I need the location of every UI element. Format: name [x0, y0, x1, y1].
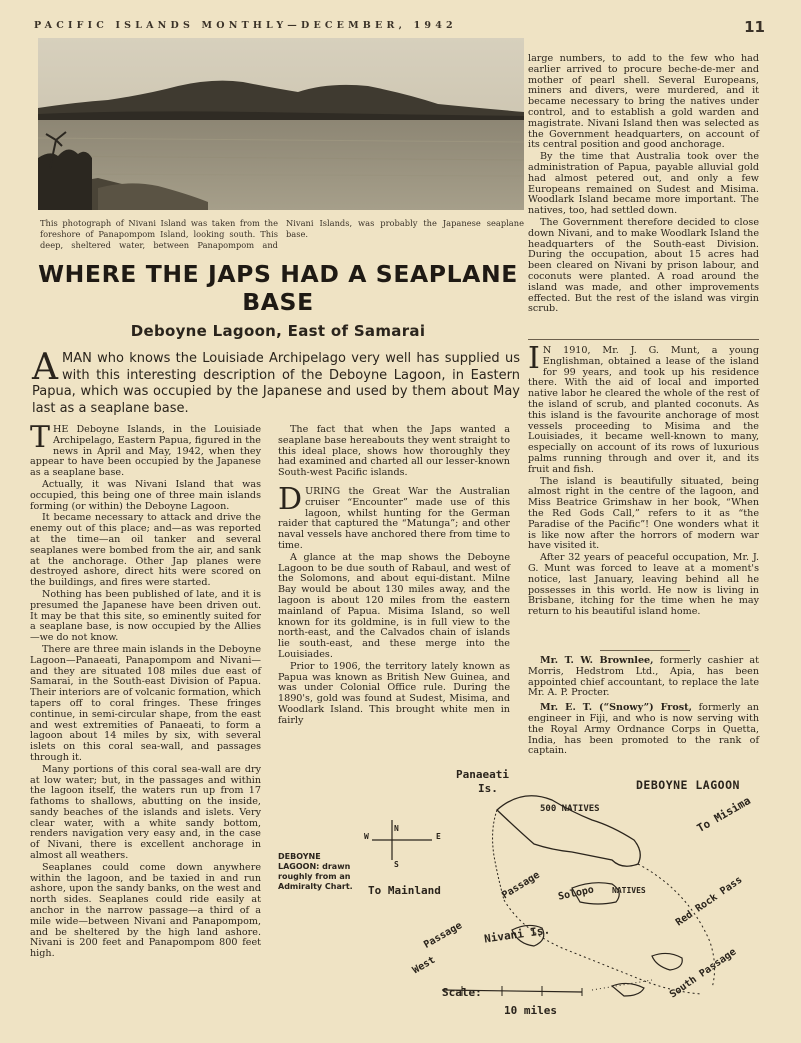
label-to-mainland: To Mainland: [368, 884, 441, 897]
label-passage-west: Passage: [422, 920, 465, 951]
photo-caption-block: [40, 218, 524, 251]
label-natives-south: NATIVES: [612, 886, 646, 895]
person-name: Mr. E. T. (“Snowy”) Frost,: [540, 702, 692, 714]
label-red-rock-pass: Red Rock Pass: [673, 874, 745, 929]
island-photograph: [38, 38, 524, 210]
label-nivani: Nivani Is.: [483, 923, 551, 946]
paragraph: Actually, it was Nivani Island that was occupied, this being one of three main islands forming (or within) the Deboyne Lagoon.: [30, 478, 261, 512]
news-note: [528, 656, 759, 699]
label-solopo: Solopo: [557, 884, 595, 903]
paragraph: The Government therefore decided to close down Nivani, and to make Woodlark Island the headquarters of the South-east Division. During the occupation, about 15 acres had been cleared on Nivani by prison labour, and coconuts were planted. A road around the island was made, and other improvements effected. But the rest of the island was virgin scrub.: [528, 216, 759, 315]
label-panaeati: Panaeati: [456, 768, 509, 781]
paragraph: There are three main islands in the Deboyne Lagoon—Panaeati, Panapompom and Nivani—and they are situated 108 miles due east of Samarai, in the South-east Division of Papua. Their interiors are of volcanic formation, which tapers off to coral fringes. These fringes continue, in semi-circular shape, from the east and west extremities of Panaeati, to form a lagoon about 14 miles by six, with several islets on this coral sea-wall, and passages through it.: [30, 643, 261, 763]
paragraph: A glance at the map shows the Deboyne Lagoon to be due south of Rabaul, and west of the Solomons, and about equi-distant. Milne Bay would be about 130 miles away, and the lagoon is about 120 miles from the eastern mainland of Papua. Misima Island, so well known for its goldmine, is in full view to the north-east, and the Calvados chain of islands lie south-east, and these merge into the Louisiades.: [278, 551, 510, 660]
intro-text: MAN who knows the Louisiade Archipelago very well has supplied us with this interesting description of the Deboyne Lagoon, in Eastern Papua, which was occupied by the Japanese and used by them about May last as a seaplane base.: [32, 351, 520, 416]
compass-east: E: [436, 832, 441, 841]
deboyne-lagoon-map: [272, 760, 764, 1028]
paragraph-text: URING the Great War the Australian cruiser “Encounter” made use of this lagoon, whilst hunting for the German raider that captured the “Matunga”; and other naval vessels have anchored there from time to time.: [278, 485, 510, 551]
label-passage-north: Passage: [500, 869, 542, 902]
label-natives: 500 NATIVES: [540, 804, 600, 814]
map-title: DEBOYNE LAGOON: [636, 778, 740, 792]
paragraph-text: N 1910, Mr. J. G. Munt, a young Englishman, obtained a lease of the island for 99 years, and took up his residence there. With the aid of local and imported native labor he cleared the whole of the rest of the island of scrub, and planted coconuts. As this island is the favourite anchorage of most vessels proceeding to Misima and the Louisiades, it became well-known to many, especially on account of its rows of luxurious palms running through and over it, and its fruit and fish.: [528, 345, 759, 475]
note-text: formerly cashier at Morris, Hedstrom Ltd., Apia, has been appointed chief accountant, to replace the late Mr. A. P. Procter.: [528, 655, 759, 699]
map-caption: DEBOYNE LAGOON: drawn roughly from an Admiralty Chart.: [278, 852, 353, 891]
paragraph: After 32 years of peaceful occupation, Mr. J. G. Munt was forced to leave at a moment's notice, last January, leaving behind all he possesses in this world. He now is living in Brisbane, itching for the time when he may return to his beautiful island home.: [528, 552, 759, 618]
paragraph: [30, 420, 261, 479]
label-south-passage: South Passage: [667, 946, 739, 1001]
column-4: [528, 341, 759, 619]
paragraph: [278, 481, 510, 552]
column-3: [528, 54, 759, 316]
photo-caption: This photograph of Nivani Island was taken from the foreshore of Panapompom Island, looking south. This deep, sheltered water, between Panapompom and Nivani Islands, was probably the Japanese seaplane base.: [40, 218, 524, 250]
short-rule: [600, 650, 690, 651]
paragraph: It became necessary to attack and drive the enemy out of this place; and—as was reported at the time—an oil tanker and several seaplanes were bombed from the air, and sank at the anchorage. Other Jap planes were destroyed ashore, direct hits were scored on the buildings, and fires were started.: [30, 512, 261, 589]
paragraph: The island is beautifully situated, being almost right in the centre of the lagoon, and Miss Beatrice Grimshaw in her book, “When the Red Gods Call,” refers to it as “the Paradise of the Pacific”! One wonders what it is like now after the horrors of modern war have visited it.: [528, 475, 759, 552]
drop-cap: T: [30, 420, 51, 455]
drop-cap: D: [278, 481, 303, 517]
label-scale-value: 10 miles: [504, 1004, 557, 1017]
intro-drop-cap: A: [32, 347, 58, 388]
paragraph: Seaplanes could come down anywhere within the lagoon, and be taxied in and run ashore, upon the sandy banks, on the west and north sides. Seaplanes could ride easily at anchor in the narrow passage—a third of a mile wide—between Nivani and Panapompom, and be sheltered by the high land ashore. Nivani is 200 feet and Panapompom 800 feet high.: [30, 861, 261, 960]
article-subheadline: Deboyne Lagoon, East of Samarai: [130, 322, 426, 340]
column-1: [30, 420, 261, 961]
compass-north: N: [394, 824, 399, 833]
article-headline: WHERE THE JAPS HAD A SEAPLANE BASE: [38, 260, 518, 316]
paragraph: Many portions of this coral sea-wall are dry at low water; but, in the passages and within the lagoon itself, the waters run up from 17 fathoms to shallows, abutting on the inside, sandy beaches of the islands and islets. Very clear water, with a white sandy bottom, renders navigation very easy and, in the case of Nivani, there is excellent anchorage in almost all weathers.: [30, 763, 261, 862]
label-to-misima: To Misima: [694, 793, 753, 836]
island-photo-art: [38, 38, 524, 210]
drop-cap: I: [528, 341, 540, 376]
page-number: 11: [744, 18, 765, 36]
column-divider: [528, 339, 759, 340]
compass-west: W: [364, 832, 369, 841]
label-west: West: [410, 954, 438, 977]
article-intro: [32, 347, 520, 417]
paragraph: large numbers, to add to the few who had earlier arrived to procure beche-de-mer and mother of pearl shell. Several Europeans, miners and divers, were murdered, and it became necessary to bring the natives under control, and to establish a gold warden and magistrate. Nivani Island then was selected as the Government headquarters, on account of its central position and good anchorage.: [528, 53, 759, 151]
masthead: PACIFIC ISLANDS MONTHLY—DECEMBER, 1942: [34, 20, 457, 31]
news-notes: [528, 656, 759, 758]
compass-south: S: [394, 860, 399, 869]
paragraph: By the time that Australia took over the administration of Papua, payable alluvial gold had almost petered out, and only a few Europeans remained on Sudest and Misima. Woodlark Island became more important. The natives, too, had settled down.: [528, 151, 759, 217]
label-panaeati-is: Is.: [478, 782, 498, 795]
paragraph-text: HE Deboyne Islands, in the Louisiade Archipelago, Eastern Papua, figured in the news in April and May, 1942, when they appear to have been occupied by the Japanese as a seaplane base.: [30, 424, 261, 479]
column-2: [278, 425, 510, 728]
note-text: formerly an engineer in Fiji, and who is now serving with the Royal Army Ordnance Corps in Quetta, India, has been promoted to the rank of captain.: [528, 702, 759, 757]
person-name: Mr. T. W. Brownlee,: [540, 655, 654, 666]
paragraph: Prior to 1906, the territory lately known as Papua was known as British New Guinea, and was under Colonial Office rule. During the 1890's, gold was found at Sudest, Misima, and Woodlark Island. This brought white men in fairly: [278, 660, 510, 726]
paragraph: Nothing has been published of late, and it is presumed the Japanese have been driven out. It may be that this site, so eminently suited for a seaplane base, is now occupied by the Allies—we do not know.: [30, 588, 261, 644]
label-scale: Scale:: [442, 986, 482, 999]
paragraph: The fact that when the Japs wanted a seaplane base hereabouts they went straight to this ideal place, shows how thoroughly they had examined and charted all our lesser-known South-west Pacific islands.: [278, 424, 510, 479]
paragraph: [528, 341, 759, 476]
news-note: [528, 703, 759, 757]
